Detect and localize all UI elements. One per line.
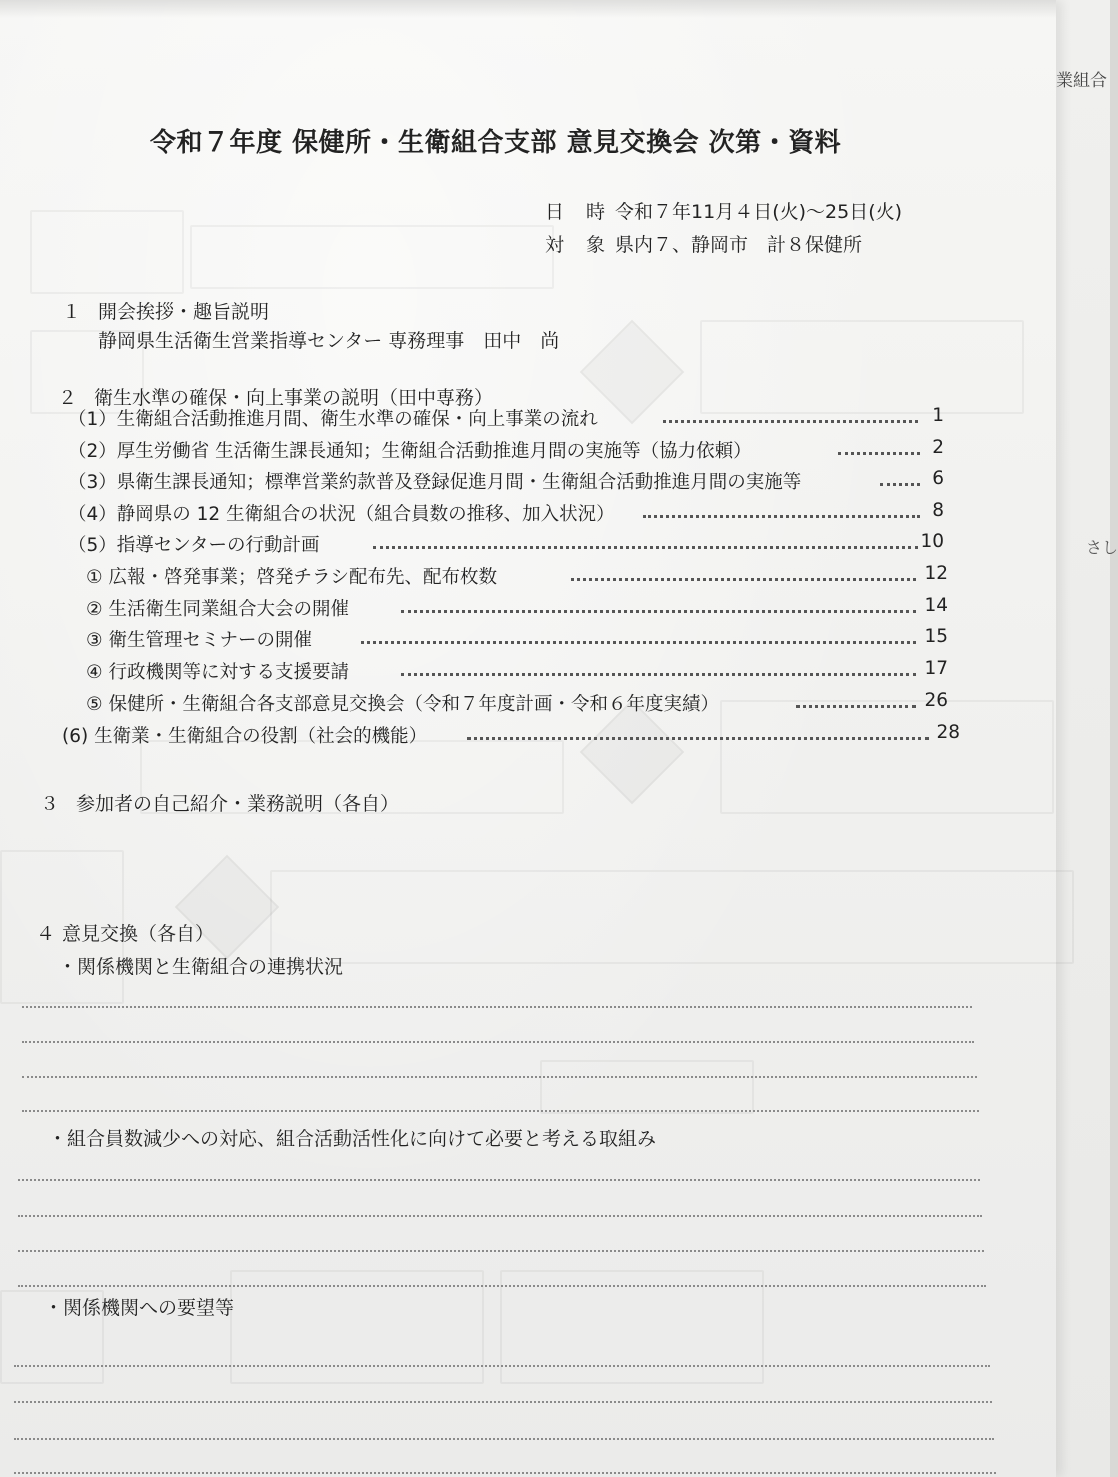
writing-line bbox=[14, 1365, 990, 1367]
toc-leader-dots bbox=[401, 673, 916, 676]
section-4-number: ４ bbox=[36, 923, 56, 945]
toc-leader-dots bbox=[373, 546, 918, 549]
toc-item-page: 2 bbox=[932, 437, 944, 458]
writing-line bbox=[18, 1179, 980, 1181]
toc-item-label: ① 広報・啓発事業；啓発チラシ配布先、配布枚数 bbox=[86, 567, 497, 588]
writing-line bbox=[14, 1438, 994, 1440]
section-2-title: 衛生水準の確保・向上事業の説明（田中専務） bbox=[94, 387, 494, 409]
writing-line bbox=[18, 1215, 982, 1217]
document-title: 令和７年度 保健所・生衛組合支部 意見交換会 次第・資料 bbox=[150, 128, 842, 158]
toc-item-page: 17 bbox=[924, 658, 948, 679]
toc-item-label: ⑤ 保健所・生衛組合各支部意見交換会（令和７年度計画・令和６年度実績） bbox=[86, 694, 719, 715]
toc-item-page: 10 bbox=[920, 531, 944, 552]
toc-item-page: 8 bbox=[932, 500, 944, 521]
toc-leader-dots bbox=[838, 452, 920, 455]
writing-line bbox=[22, 1076, 977, 1078]
toc-item-page: 15 bbox=[924, 626, 948, 647]
toc-item-label: （2）厚生労働省 生活衛生課長通知；生衛組合活動推進月間の実施等（協力依頼） bbox=[68, 441, 752, 462]
writing-line bbox=[14, 1401, 992, 1403]
toc-item-label: （1）生衛組合活動推進月間、衛生水準の確保・向上事業の流れ bbox=[68, 409, 598, 430]
toc-item bbox=[86, 658, 952, 684]
toc-item-label: ③ 衛生管理セミナーの開催 bbox=[86, 630, 312, 651]
section-4-title: 意見交換（各自） bbox=[62, 923, 215, 945]
writing-line bbox=[22, 1006, 972, 1008]
target-row bbox=[545, 229, 902, 262]
section-1-heading bbox=[62, 297, 269, 324]
toc-item bbox=[86, 595, 952, 621]
section-1-title: 開会挨拶・趣旨説明 bbox=[98, 301, 270, 323]
target-label: 対 象 bbox=[545, 234, 614, 256]
meta-block bbox=[545, 196, 902, 262]
toc-item-label: ② 生活衛生同業組合大会の開催 bbox=[86, 599, 349, 620]
toc-item bbox=[68, 437, 948, 463]
writing-line bbox=[22, 1041, 974, 1043]
toc-item bbox=[86, 690, 952, 716]
toc-leader-dots bbox=[643, 515, 920, 518]
section-1-number: １ bbox=[62, 301, 82, 323]
toc-leader-dots bbox=[467, 737, 929, 740]
discussion-topic-3: ・関係機関への要望等 bbox=[44, 1297, 235, 1319]
toc-leader-dots bbox=[571, 578, 916, 581]
writing-line bbox=[22, 1110, 979, 1112]
toc-leader-dots bbox=[663, 420, 918, 423]
toc-item-page: 12 bbox=[924, 563, 948, 584]
toc-item-label: (6) 生衛業・生衛組合の役割（社会的機能） bbox=[62, 726, 428, 747]
toc-item-label: （5）指導センターの行動計画 bbox=[68, 535, 320, 556]
toc-item-page: 26 bbox=[924, 690, 948, 711]
writing-line bbox=[18, 1285, 986, 1287]
underlying-page-fragment: さし bbox=[1086, 538, 1118, 557]
date-value: 令和７年11月４日(火)～25日(火) bbox=[615, 201, 903, 223]
section-4-heading bbox=[36, 919, 214, 946]
toc-leader-dots bbox=[361, 641, 916, 644]
toc-item-label: （4）静岡県の 12 生衛組合の状況（組合員数の推移、加入状況） bbox=[68, 504, 615, 525]
section-1-speaker: 静岡県生活衛生営業指導センター 専務理事 田中 尚 bbox=[98, 330, 560, 352]
toc-leader-dots bbox=[796, 705, 916, 708]
section-3-title: 参加者の自己紹介・業務説明（各自） bbox=[76, 793, 400, 815]
toc-item-label: （3）県衛生課長通知；標準営業約款普及登録促進月間・生衛組合活動推進月間の実施等 bbox=[68, 472, 802, 493]
toc-item bbox=[68, 531, 948, 557]
date-row bbox=[545, 196, 902, 229]
toc-item bbox=[68, 468, 948, 494]
section-2-number: ２ bbox=[58, 387, 78, 409]
section-3-heading bbox=[40, 789, 399, 816]
toc-item bbox=[68, 500, 948, 526]
top-shadow bbox=[0, 0, 1056, 18]
discussion-topic-2: ・組合員数減少への対応、組合活動活性化に向けて必要と考える取組み bbox=[48, 1128, 657, 1150]
writing-line bbox=[18, 1250, 984, 1252]
toc-item bbox=[62, 722, 962, 748]
toc-item-label: ④ 行政機関等に対する支援要請 bbox=[86, 662, 349, 683]
toc-item-page: 6 bbox=[932, 468, 944, 489]
section-3-number: ３ bbox=[40, 793, 60, 815]
discussion-topic-1: ・関係機関と生衛組合の連携状況 bbox=[58, 956, 344, 978]
toc-item-page: 28 bbox=[936, 722, 960, 743]
toc-item bbox=[68, 405, 948, 431]
toc-item-page: 14 bbox=[924, 595, 948, 616]
writing-line bbox=[14, 1472, 996, 1474]
toc-item bbox=[86, 563, 952, 589]
date-label: 日 時 bbox=[545, 201, 614, 223]
underlying-page-text: 業組合 bbox=[1056, 71, 1107, 91]
toc-item-page: 1 bbox=[932, 405, 944, 426]
toc-leader-dots bbox=[401, 610, 916, 613]
toc-item bbox=[86, 626, 952, 652]
target-value: 県内７、静岡市 計８保健所 bbox=[615, 234, 863, 256]
